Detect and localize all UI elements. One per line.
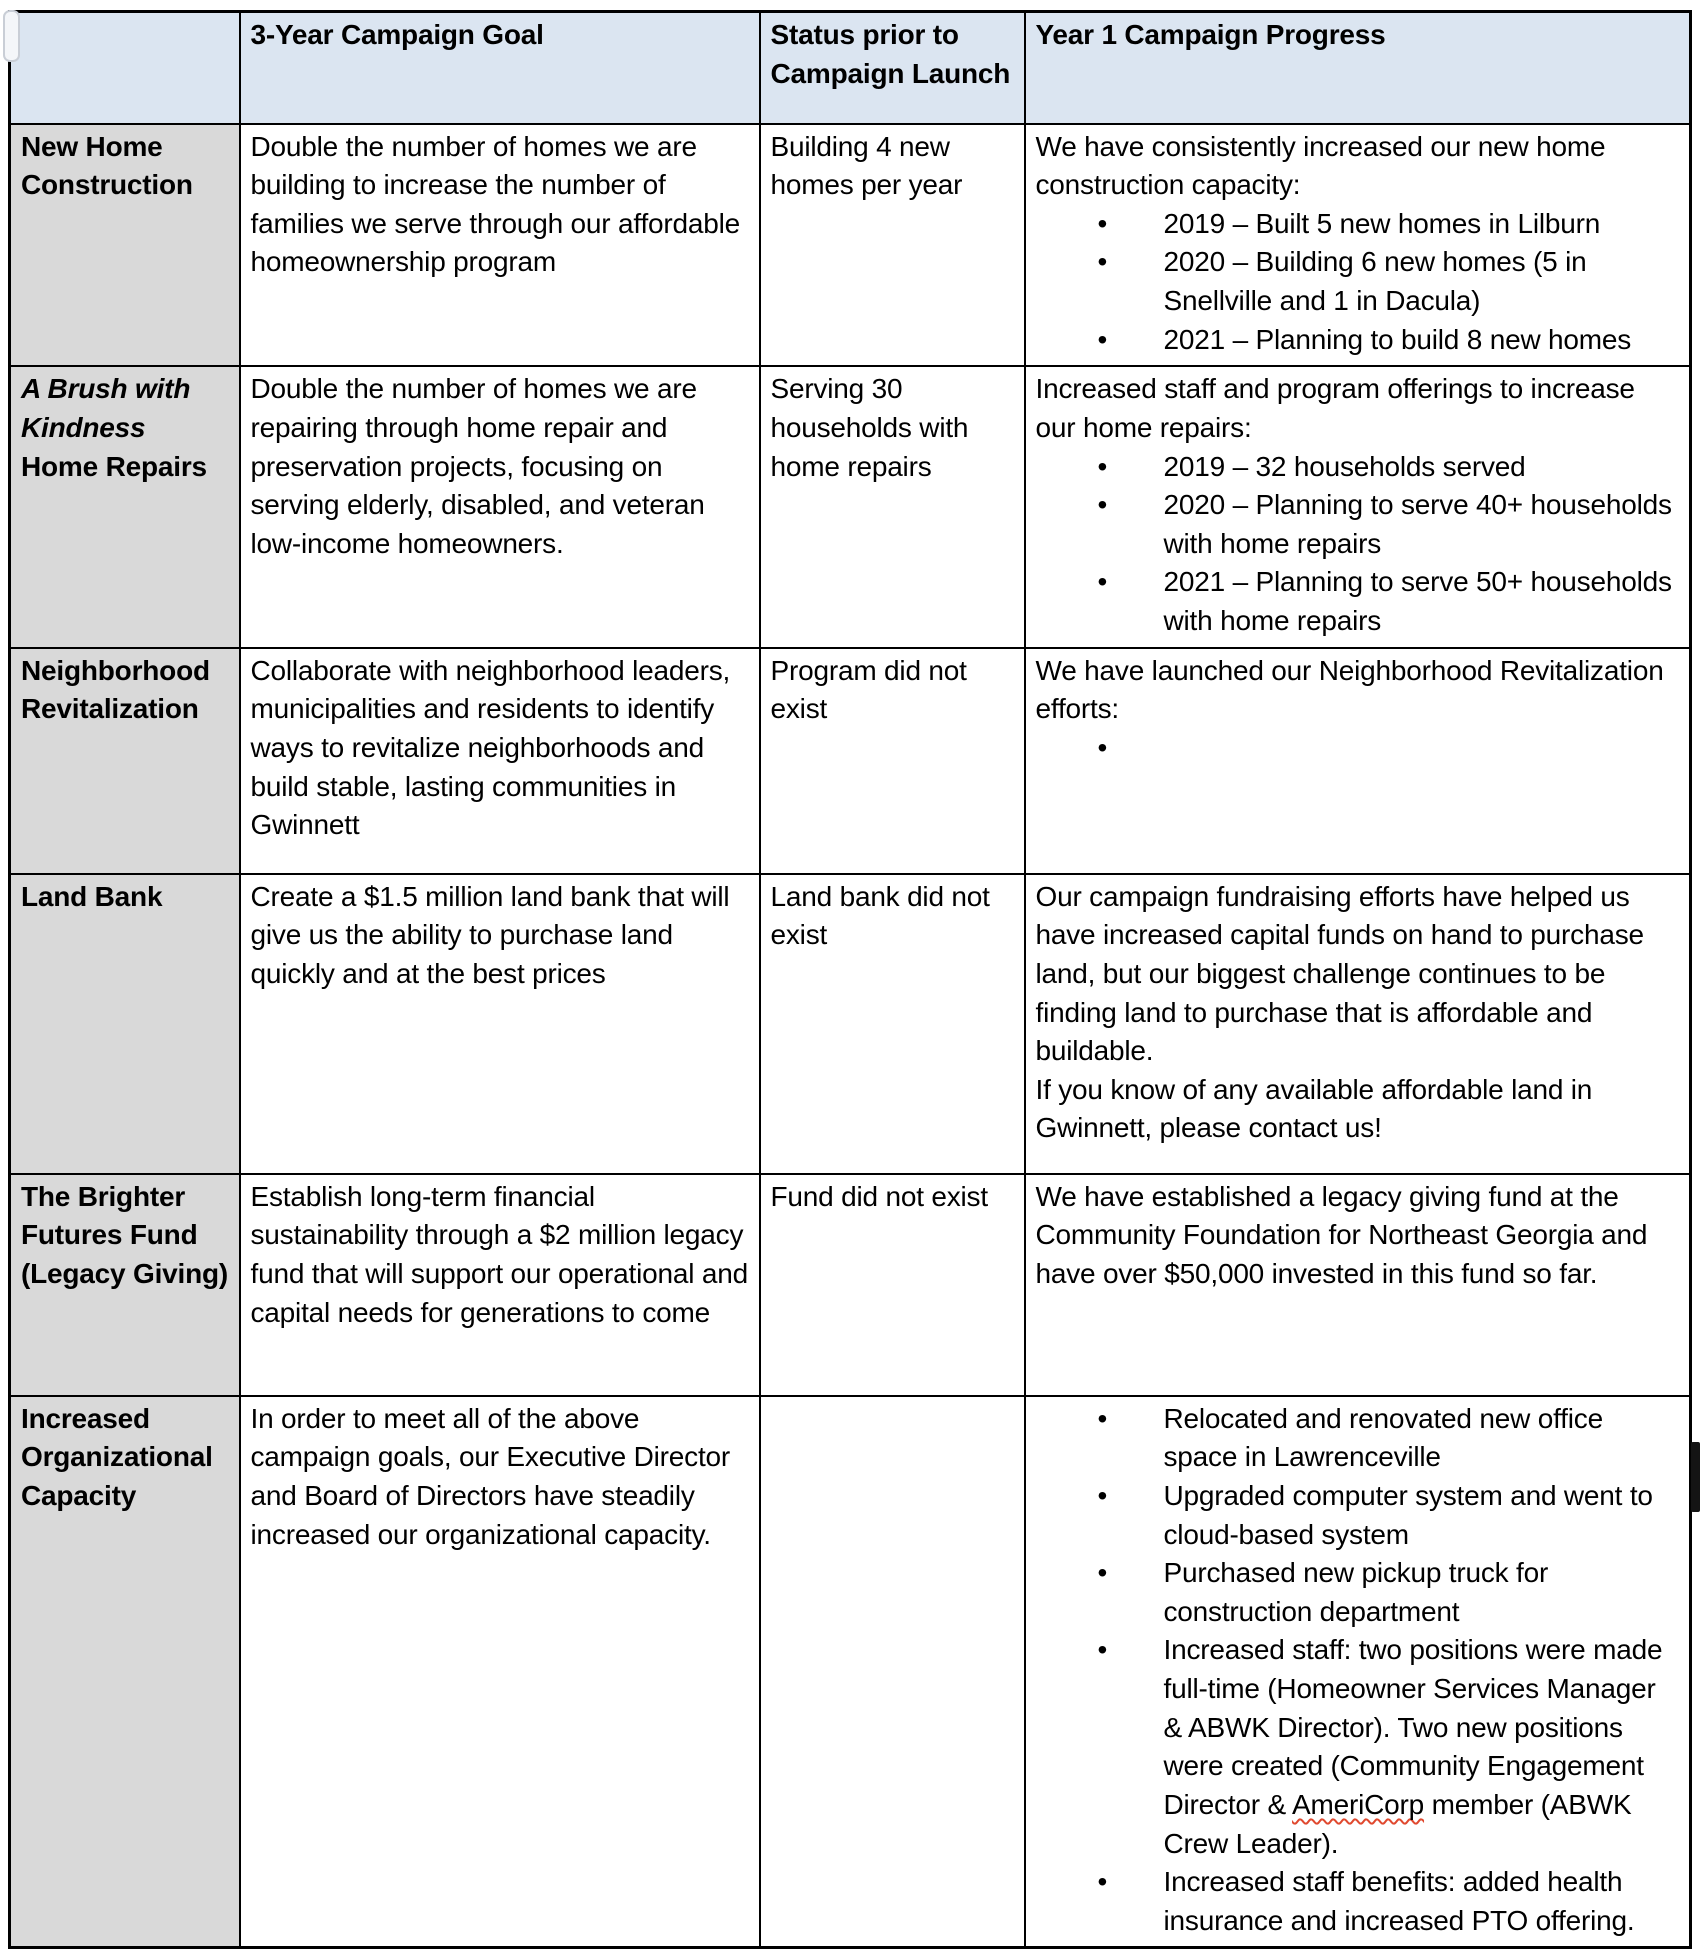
misspelled-word: AmeriCorp [1292,1788,1425,1820]
bullet-item [1036,1631,1680,1863]
row-label-cell [10,874,240,1174]
header-progress-cell: Year 1 Campaign Progress [1025,12,1691,124]
bullet-item [1036,1477,1680,1554]
progress-cell [1025,1396,1691,1948]
bullet-item [1036,321,1680,360]
bullet-item [1036,243,1680,320]
goal-cell: Double the number of homes we are building to increase the number of families we serve through our affordable homeownership program [240,124,760,367]
status-cell: Building 4 new homes per year [760,124,1025,367]
table-row-new-home-construction [10,124,1691,367]
progress-cell [1025,1174,1691,1396]
bullet-item [1036,563,1680,640]
bullet-text: • 2019 – Built 5 new homes in Lilburn [1163,207,1601,239]
row-label-italic: A Brush with Kindness [21,373,191,443]
table-header-row [10,12,1691,124]
bullet-text [1164,1631,1680,1863]
progress-intro: We have consistently increased our new home construction capacity: [1035,130,1606,201]
row-label-cell [10,648,240,874]
progress-cell [1025,874,1691,1174]
status-cell: Serving 30 households with home repairs [760,366,1025,647]
table-row-abwk-home-repairs [10,366,1691,647]
bullet-item [1036,1554,1680,1631]
row-label: Neighborhood Revitalization [21,654,210,725]
progress-cell [1025,648,1691,874]
campaign-progress-table [8,10,1692,1949]
progress-paragraph: If you know of any available affordable land in Gwinnett, please contact us! [1035,1073,1593,1144]
bullet-item [1036,486,1680,563]
bullet-item [1036,205,1680,244]
progress-paragraph: Our campaign fundraising efforts have helped us have increased capital funds on hand to purchase land, but our biggest challenge continues to be finding land to purchase that is affordable and buildable. [1035,880,1644,1067]
goal-cell: Double the number of homes we are repairing through home repair and preservation projects, focusing on serving elderly, disabled, and veteran low-income homeowners. [240,366,760,647]
bullet-text: • 2019 – 32 households served [1163,450,1526,482]
bullet-text-segment: member (ABWK Crew Leader). [1163,1788,1632,1859]
table-row-neighborhood-revitalization [10,648,1691,874]
table-row-brighter-futures-fund [10,1174,1691,1396]
bullet-text: • 2021 – Planning to build 8 new homes [1163,323,1632,355]
table-row-increased-organizational-capacity [10,1396,1691,1948]
bullet-text: • Purchased new pickup truck for construction department [1163,1557,1549,1627]
bullet-text: • 2021 – Planning to serve 50+ households with home repairs [1163,566,1672,636]
goal-cell: Create a $1.5 million land bank that will give us the ability to purchase land quickly and at the best prices [240,874,760,1174]
row-label: The Brighter Futures Fund (Legacy Giving) [21,1180,229,1289]
goal-cell: In order to meet all of the above campaign goals, our Executive Director and Board of Directors have steadily increased our organizational capacity. [240,1396,760,1948]
row-label-cell [10,1174,240,1396]
bullet-item [1036,1400,1680,1477]
bullet-text: • Upgraded computer system and went to cloud-based system [1163,1479,1653,1550]
status-cell: Program did not exist [760,648,1025,874]
header-goal-cell: 3-Year Campaign Goal [240,12,760,124]
status-cell: Fund did not exist [760,1174,1025,1396]
progress-cell [1025,366,1691,647]
row-label: Land Bank [21,880,163,912]
bullet-item-empty [1036,729,1680,768]
status-cell [760,1396,1025,1948]
goal-cell: Establish long-term financial sustainability through a $2 million legacy fund that will support our operational and capital needs for generations to come [240,1174,760,1396]
bullet-item [1036,448,1680,487]
row-label: Home Repairs [21,450,207,482]
window-corner-fragment [3,10,20,62]
row-label: Increased Organizational Capacity [21,1402,213,1511]
row-label-cell [10,124,240,367]
row-label-cell [10,1396,240,1948]
row-label: New Home Construction [21,130,193,201]
right-edge-scrollbar-fragment[interactable] [1691,1442,1700,1512]
header-blank-cell [10,12,240,124]
bullet-text: • 2020 – Building 6 new homes (5 in Snellville and 1 in Dacula) [1163,246,1587,316]
status-cell: Land bank did not exist [760,874,1025,1174]
row-label-cell [10,366,240,647]
table-row-land-bank [10,874,1691,1174]
bullet-text: • Increased staff benefits: added health insurance and increased PTO offering. [1163,1866,1635,1936]
goal-cell: Collaborate with neighborhood leaders, municipalities and residents to identify ways to revitalize neighborhoods and build stable, lasting communities in Gwinnett [240,648,760,874]
header-status-cell: Status prior to Campaign Launch [760,12,1025,124]
bullet-text [1164,729,1680,768]
bullet-text: • 2020 – Planning to serve 40+ households with home repairs [1163,489,1672,559]
bullet-text: • Relocated and renovated new office space in Lawrenceville [1163,1402,1603,1473]
progress-paragraph: We have established a legacy giving fund at the Community Foundation for Northeast Georgia and have over $50,000 invested in this fund so far. [1035,1180,1648,1289]
bullet-text-segment: Increased staff: two positions were made full-time (Homeowner Services Manager & ABWK Director). Two new positions were created (Community Engagement Director & [1163,1634,1663,1820]
progress-cell [1025,124,1691,367]
progress-intro: We have launched our Neighborhood Revitalization efforts: [1035,654,1664,725]
progress-intro: Increased staff and program offerings to increase our home repairs: [1035,373,1635,443]
bullet-item [1036,1863,1680,1940]
